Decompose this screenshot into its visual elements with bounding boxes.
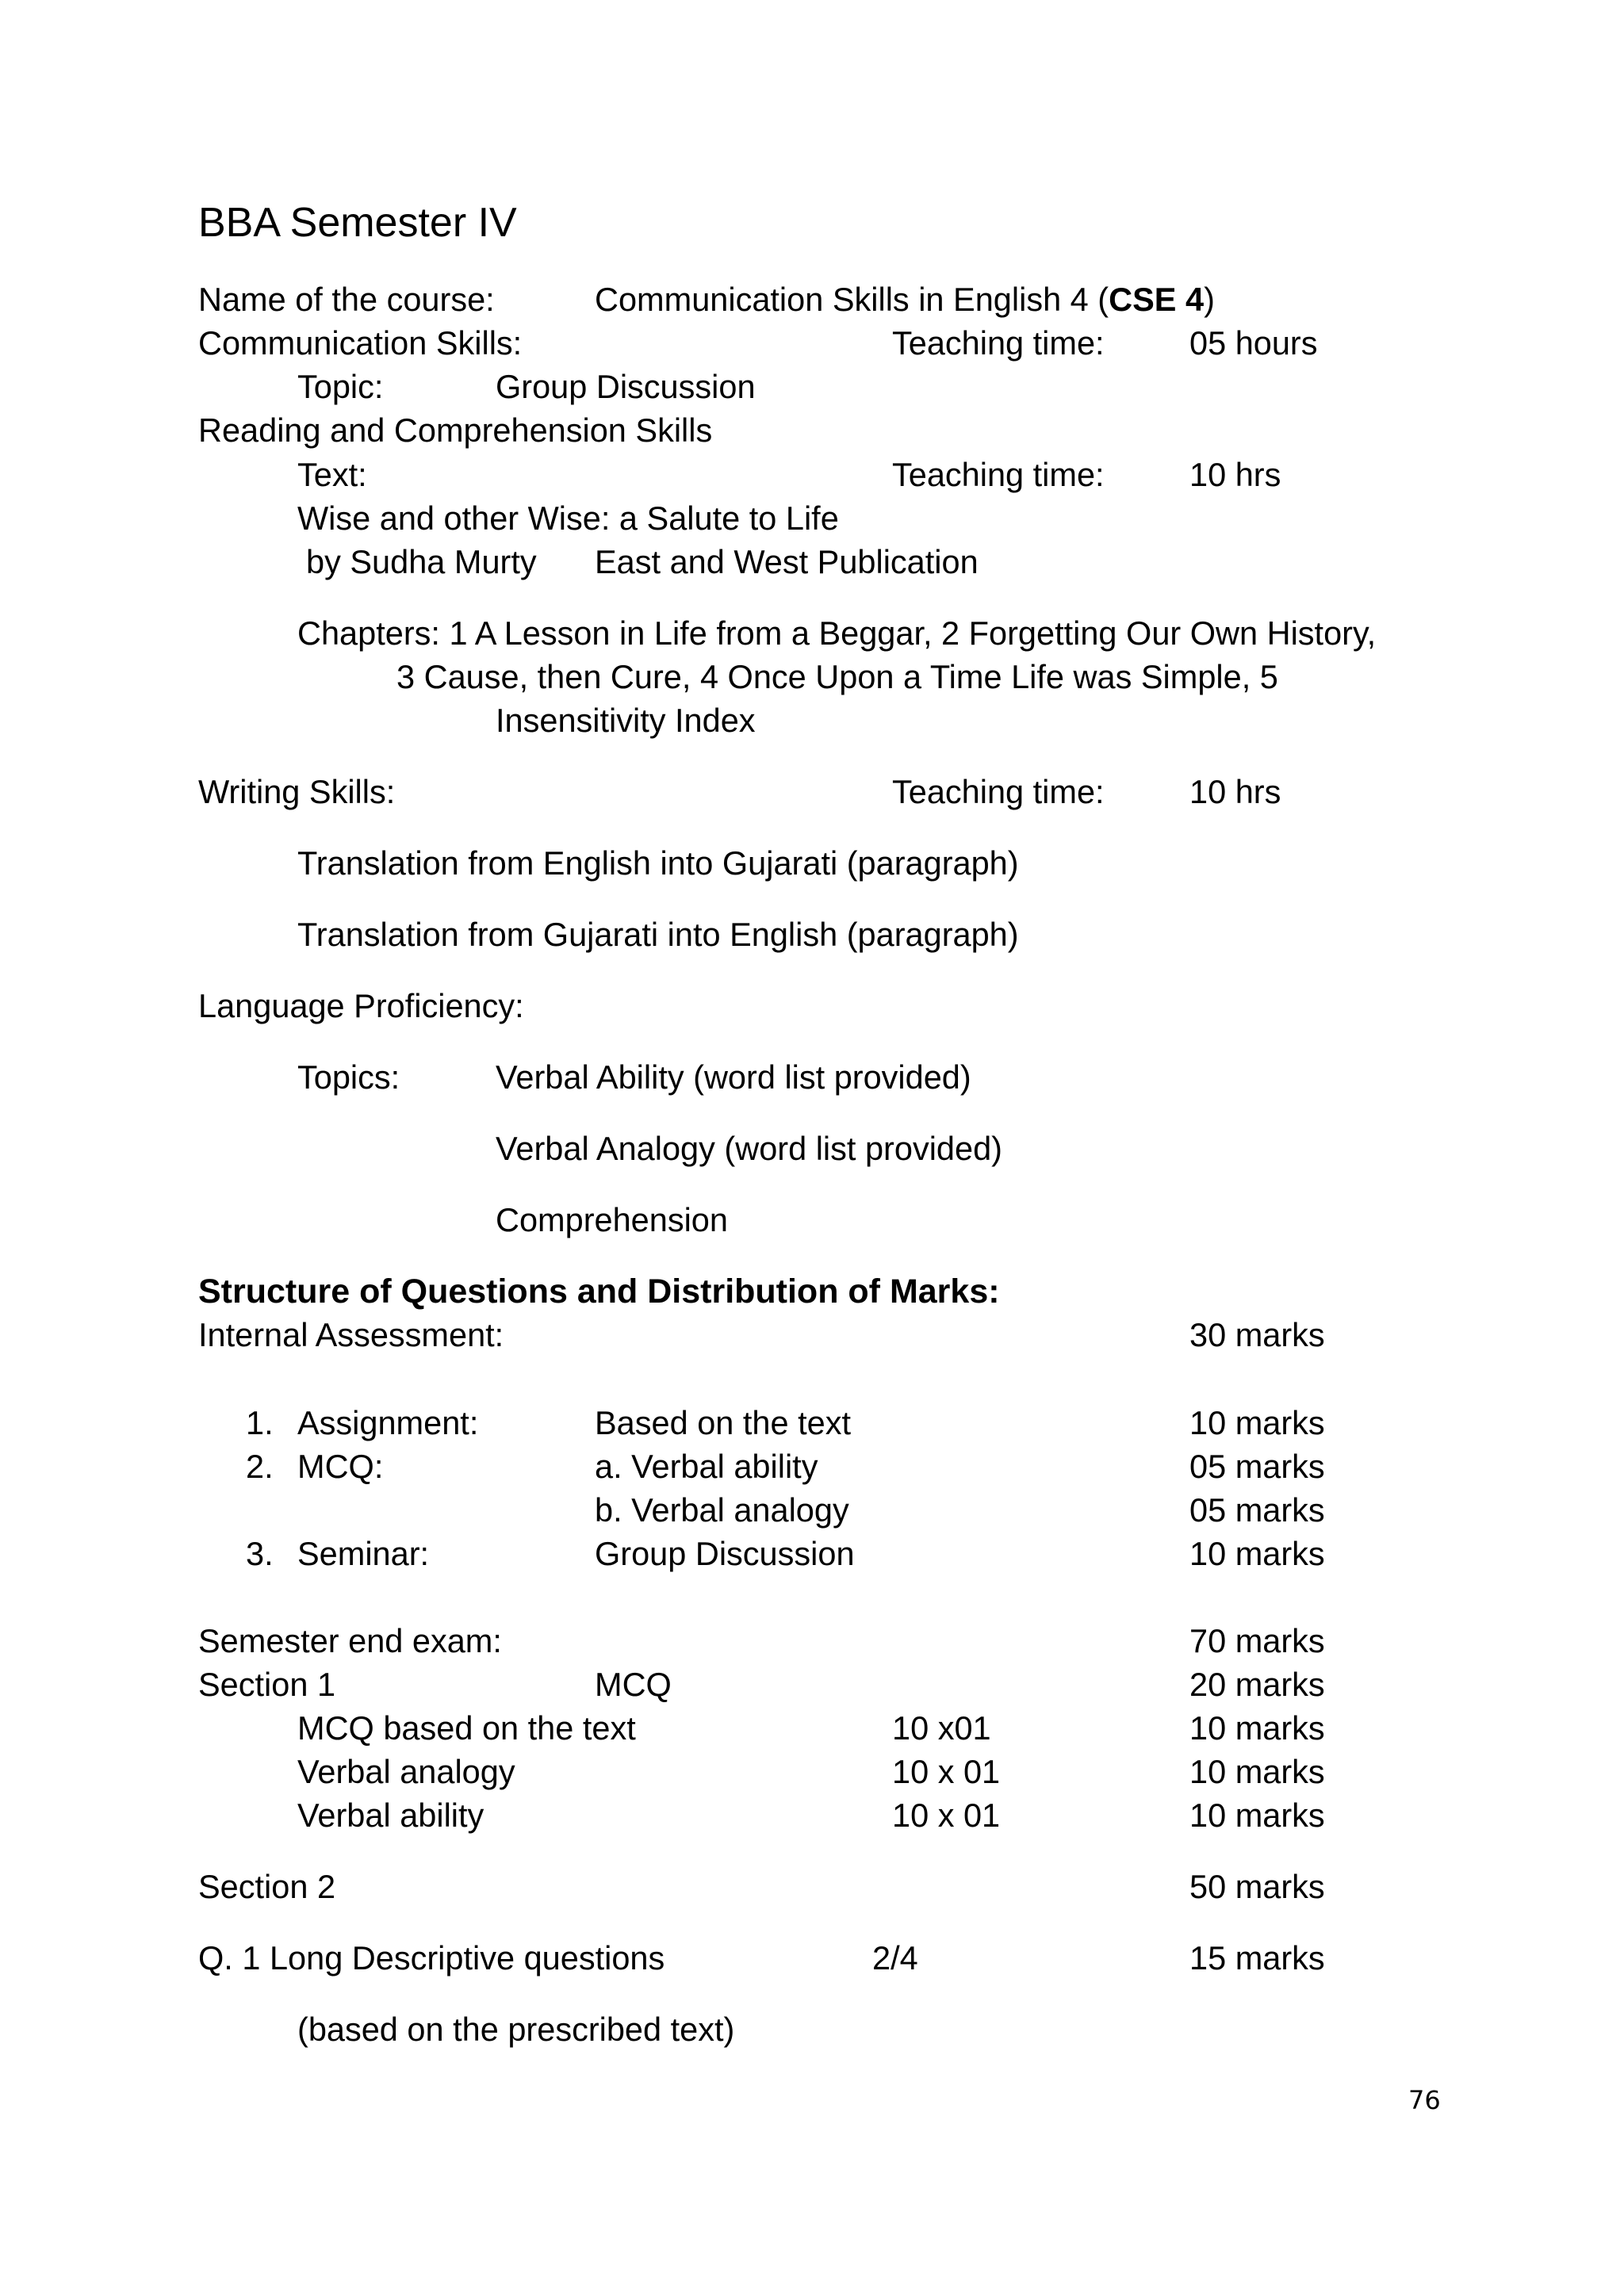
language-topic-3: Comprehension: [496, 1201, 728, 1238]
item-label: Assignment:: [297, 1404, 479, 1441]
section-1-row-label: Verbal ability: [297, 1797, 485, 1834]
writing-item-1: Translation from English into Gujarati (paragraph): [297, 844, 1019, 882]
section-1-row-count: 10 x01: [892, 1709, 991, 1747]
item-detail: b. Verbal analogy: [595, 1491, 849, 1529]
section-1-row-marks: 10 marks: [1189, 1797, 1325, 1834]
item-detail: a. Verbal ability: [595, 1448, 818, 1485]
semester-exam-label: Semester end exam:: [198, 1622, 502, 1659]
course-code: CSE 4: [1109, 281, 1205, 318]
section-2-label: Section 2: [198, 1868, 336, 1905]
item-label: Seminar:: [297, 1535, 430, 1572]
item-number: 2.: [246, 1448, 274, 1485]
reading-text-label: Text:: [297, 456, 367, 493]
q1-count: 2/4: [872, 1939, 918, 1976]
language-proficiency-label: Language Proficiency:: [198, 987, 524, 1024]
communication-skills-label: Communication Skills:: [198, 324, 523, 362]
section-2-marks: 50 marks: [1189, 1868, 1325, 1905]
section-1-marks: 20 marks: [1189, 1666, 1325, 1703]
item-marks: 05 marks: [1189, 1491, 1325, 1529]
course-name-text: Communication Skills in English 4 (: [595, 281, 1109, 318]
writing-item-2: Translation from Gujarati into English (paragraph): [297, 916, 1019, 953]
course-name-label: Name of the course:: [198, 281, 495, 318]
item-detail: Based on the text: [595, 1404, 852, 1441]
writing-time-value: 10 hrs: [1189, 773, 1281, 810]
topic-value: Group Discussion: [496, 368, 756, 405]
chapters-line-3: Insensitivity Index: [496, 702, 756, 739]
item-marks: 10 marks: [1189, 1535, 1325, 1572]
chapters-line-1: Chapters: 1 A Lesson in Life from a Beggar, 2 Forgetting Our Own History,: [297, 614, 1377, 652]
book-publisher: East and West Publication: [595, 543, 979, 580]
q1-note: (based on the prescribed text): [297, 2011, 735, 2048]
course-name-close: ): [1204, 281, 1215, 318]
item-marks: 05 marks: [1189, 1448, 1325, 1485]
semester-exam-marks: 70 marks: [1189, 1622, 1325, 1659]
communication-time-label: Teaching time:: [892, 324, 1105, 362]
q1-label: Q. 1 Long Descriptive questions: [198, 1939, 665, 1976]
reading-time-value: 10 hrs: [1189, 456, 1281, 493]
q1-marks: 15 marks: [1189, 1939, 1325, 1976]
item-marks: 10 marks: [1189, 1404, 1325, 1441]
section-1-row-count: 10 x 01: [892, 1797, 1001, 1834]
reading-skills-label: Reading and Comprehension Skills: [198, 411, 713, 449]
item-detail: Group Discussion: [595, 1535, 855, 1572]
page-number: 76: [1408, 2085, 1441, 2115]
language-topic-2: Verbal Analogy (word list provided): [496, 1130, 1002, 1167]
item-number: 1.: [246, 1404, 274, 1441]
language-topics-label: Topics:: [297, 1058, 400, 1096]
internal-assessment-marks: 30 marks: [1189, 1316, 1325, 1353]
topic-label: Topic:: [297, 368, 384, 405]
writing-skills-label: Writing Skills:: [198, 773, 396, 810]
chapters-line-2: 3 Cause, then Cure, 4 Once Upon a Time Life was Simple, 5: [396, 658, 1278, 695]
section-1-row-label: Verbal analogy: [297, 1753, 515, 1790]
reading-time-label: Teaching time:: [892, 456, 1105, 493]
section-1-row-marks: 10 marks: [1189, 1753, 1325, 1790]
section-1-row-marks: 10 marks: [1189, 1709, 1325, 1747]
section-1-row-count: 10 x 01: [892, 1753, 1001, 1790]
section-1-row-label: MCQ based on the text: [297, 1709, 636, 1747]
course-name-value: [595, 280, 1215, 320]
book-title: Wise and other Wise: a Salute to Life: [297, 499, 839, 537]
writing-time-label: Teaching time:: [892, 773, 1105, 810]
item-label: MCQ:: [297, 1448, 384, 1485]
page-title: BBA Semester IV: [198, 200, 517, 246]
section-1-type: MCQ: [595, 1666, 672, 1703]
language-topic-1: Verbal Ability (word list provided): [496, 1058, 971, 1096]
book-author: by Sudha Murty: [306, 543, 537, 580]
structure-heading: Structure of Questions and Distribution of Marks:: [198, 1272, 1000, 1311]
communication-time-value: 05 hours: [1189, 324, 1318, 362]
section-1-label: Section 1: [198, 1666, 336, 1703]
item-number: 3.: [246, 1535, 274, 1572]
internal-assessment-label: Internal Assessment:: [198, 1316, 504, 1353]
